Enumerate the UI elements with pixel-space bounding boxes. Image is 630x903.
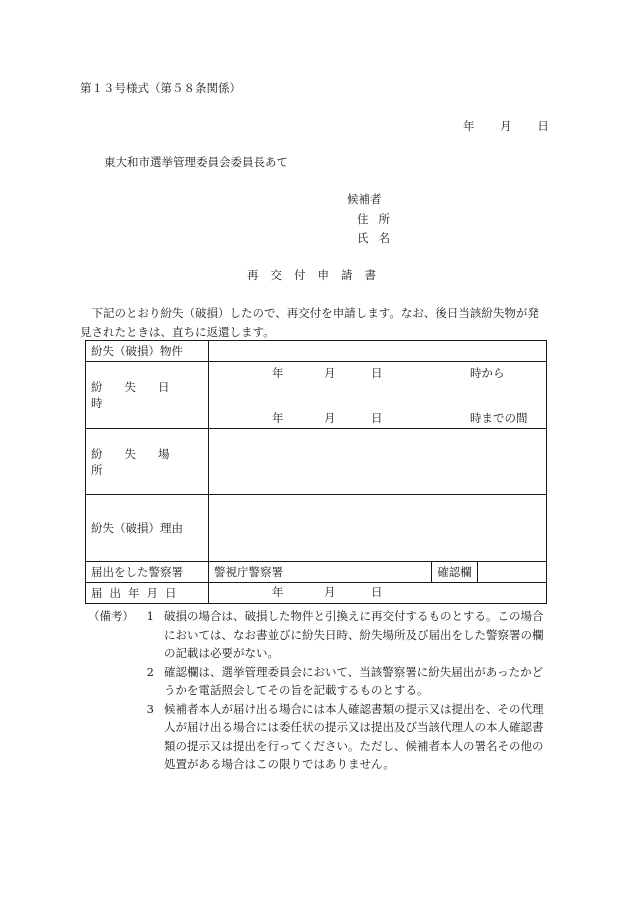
note-number: 2 <box>146 664 154 679</box>
date-year-label: 年 <box>463 119 475 133</box>
lost-reason-label: 紛失（破損）理由 <box>86 495 209 562</box>
note-number: 3 <box>146 701 154 716</box>
notify-date-field[interactable] <box>209 583 547 604</box>
notify-year: 年 <box>272 585 284 599</box>
lost-datetime-label-text: 紛失日時 <box>91 380 192 410</box>
note-text: 破損の場合は、破損した物件と引換えに再交付するものとする。この場合においては、なお書並びに紛失日時、紛失場所及び届出をした警察署の欄の記載は必要がない。 <box>164 609 544 660</box>
note-item <box>88 663 553 700</box>
notes-section <box>88 607 553 774</box>
confirm-label: 確認欄 <box>432 562 478 583</box>
notify-month: 月 <box>324 585 336 599</box>
until-suffix: 時までの間 <box>470 411 528 425</box>
lost-item-label: 紛失（破損）物件 <box>86 341 209 362</box>
form-number: 第１３号様式（第５８条関係） <box>80 81 241 95</box>
intro-text: 下記のとおり紛失（破損）したので、再交付を申請します。なお、後日当該紛失物が発見されたときは、直ちに返還します。 <box>80 306 539 339</box>
confirm-field[interactable] <box>478 562 547 583</box>
candidate-name-label: 氏名 <box>357 231 400 245</box>
candidate-title: 候補者 <box>347 192 382 206</box>
until-month: 月 <box>324 411 336 425</box>
document-title: 再交付申請書 <box>247 268 388 282</box>
lost-place-label-text: 紛失場所 <box>91 446 192 477</box>
application-table <box>85 340 547 604</box>
application-date <box>463 121 549 133</box>
note-item <box>88 700 553 774</box>
until-year: 年 <box>272 411 284 425</box>
notify-day: 日 <box>371 585 383 599</box>
lost-datetime-field[interactable] <box>209 362 547 429</box>
addressee: 東大和市選挙管理委員会委員長あて <box>104 155 288 169</box>
table-row <box>86 429 547 495</box>
from-month: 月 <box>324 366 336 380</box>
lost-item-field[interactable] <box>209 341 547 362</box>
lost-place-field[interactable] <box>209 429 547 495</box>
until-day: 日 <box>371 411 383 425</box>
lost-reason-field[interactable] <box>209 495 547 562</box>
date-day-label: 日 <box>537 119 549 133</box>
table-row <box>86 495 547 562</box>
table-row <box>86 562 547 583</box>
from-year: 年 <box>272 366 284 380</box>
candidate-address-label: 住所 <box>357 212 400 226</box>
date-month-label: 月 <box>500 119 512 133</box>
note-text: 候補者本人が届け出る場合には本人確認書類の提示又は提出を、その代理人が届け出る場合には委任状の提示又は提出及び当該代理人の本人確認書類の提示又は提出を行ってください。ただし、候補者本人の署名その他の処置がある場合はこの限りではありません。 <box>164 701 544 771</box>
notify-date-label: 届出年月日 <box>86 583 209 604</box>
note-item <box>88 607 553 663</box>
police-station-label: 届出をした警察署 <box>86 562 209 583</box>
note-text: 確認欄は、選挙管理委員会において、当該警察署に紛失届出があったかどうかを電話照会してその旨を記載するものとする。 <box>164 664 544 697</box>
table-row <box>86 362 547 429</box>
police-station-field[interactable]: 警視庁警察署 <box>209 562 432 583</box>
note-number: 1 <box>146 609 154 623</box>
from-day: 日 <box>371 366 383 380</box>
notes-heading: （備考） <box>88 609 134 623</box>
table-row <box>86 583 547 604</box>
from-suffix: 時から <box>470 366 505 380</box>
lost-place-label <box>86 429 209 495</box>
lost-datetime-label <box>86 362 209 429</box>
table-row <box>86 341 547 362</box>
